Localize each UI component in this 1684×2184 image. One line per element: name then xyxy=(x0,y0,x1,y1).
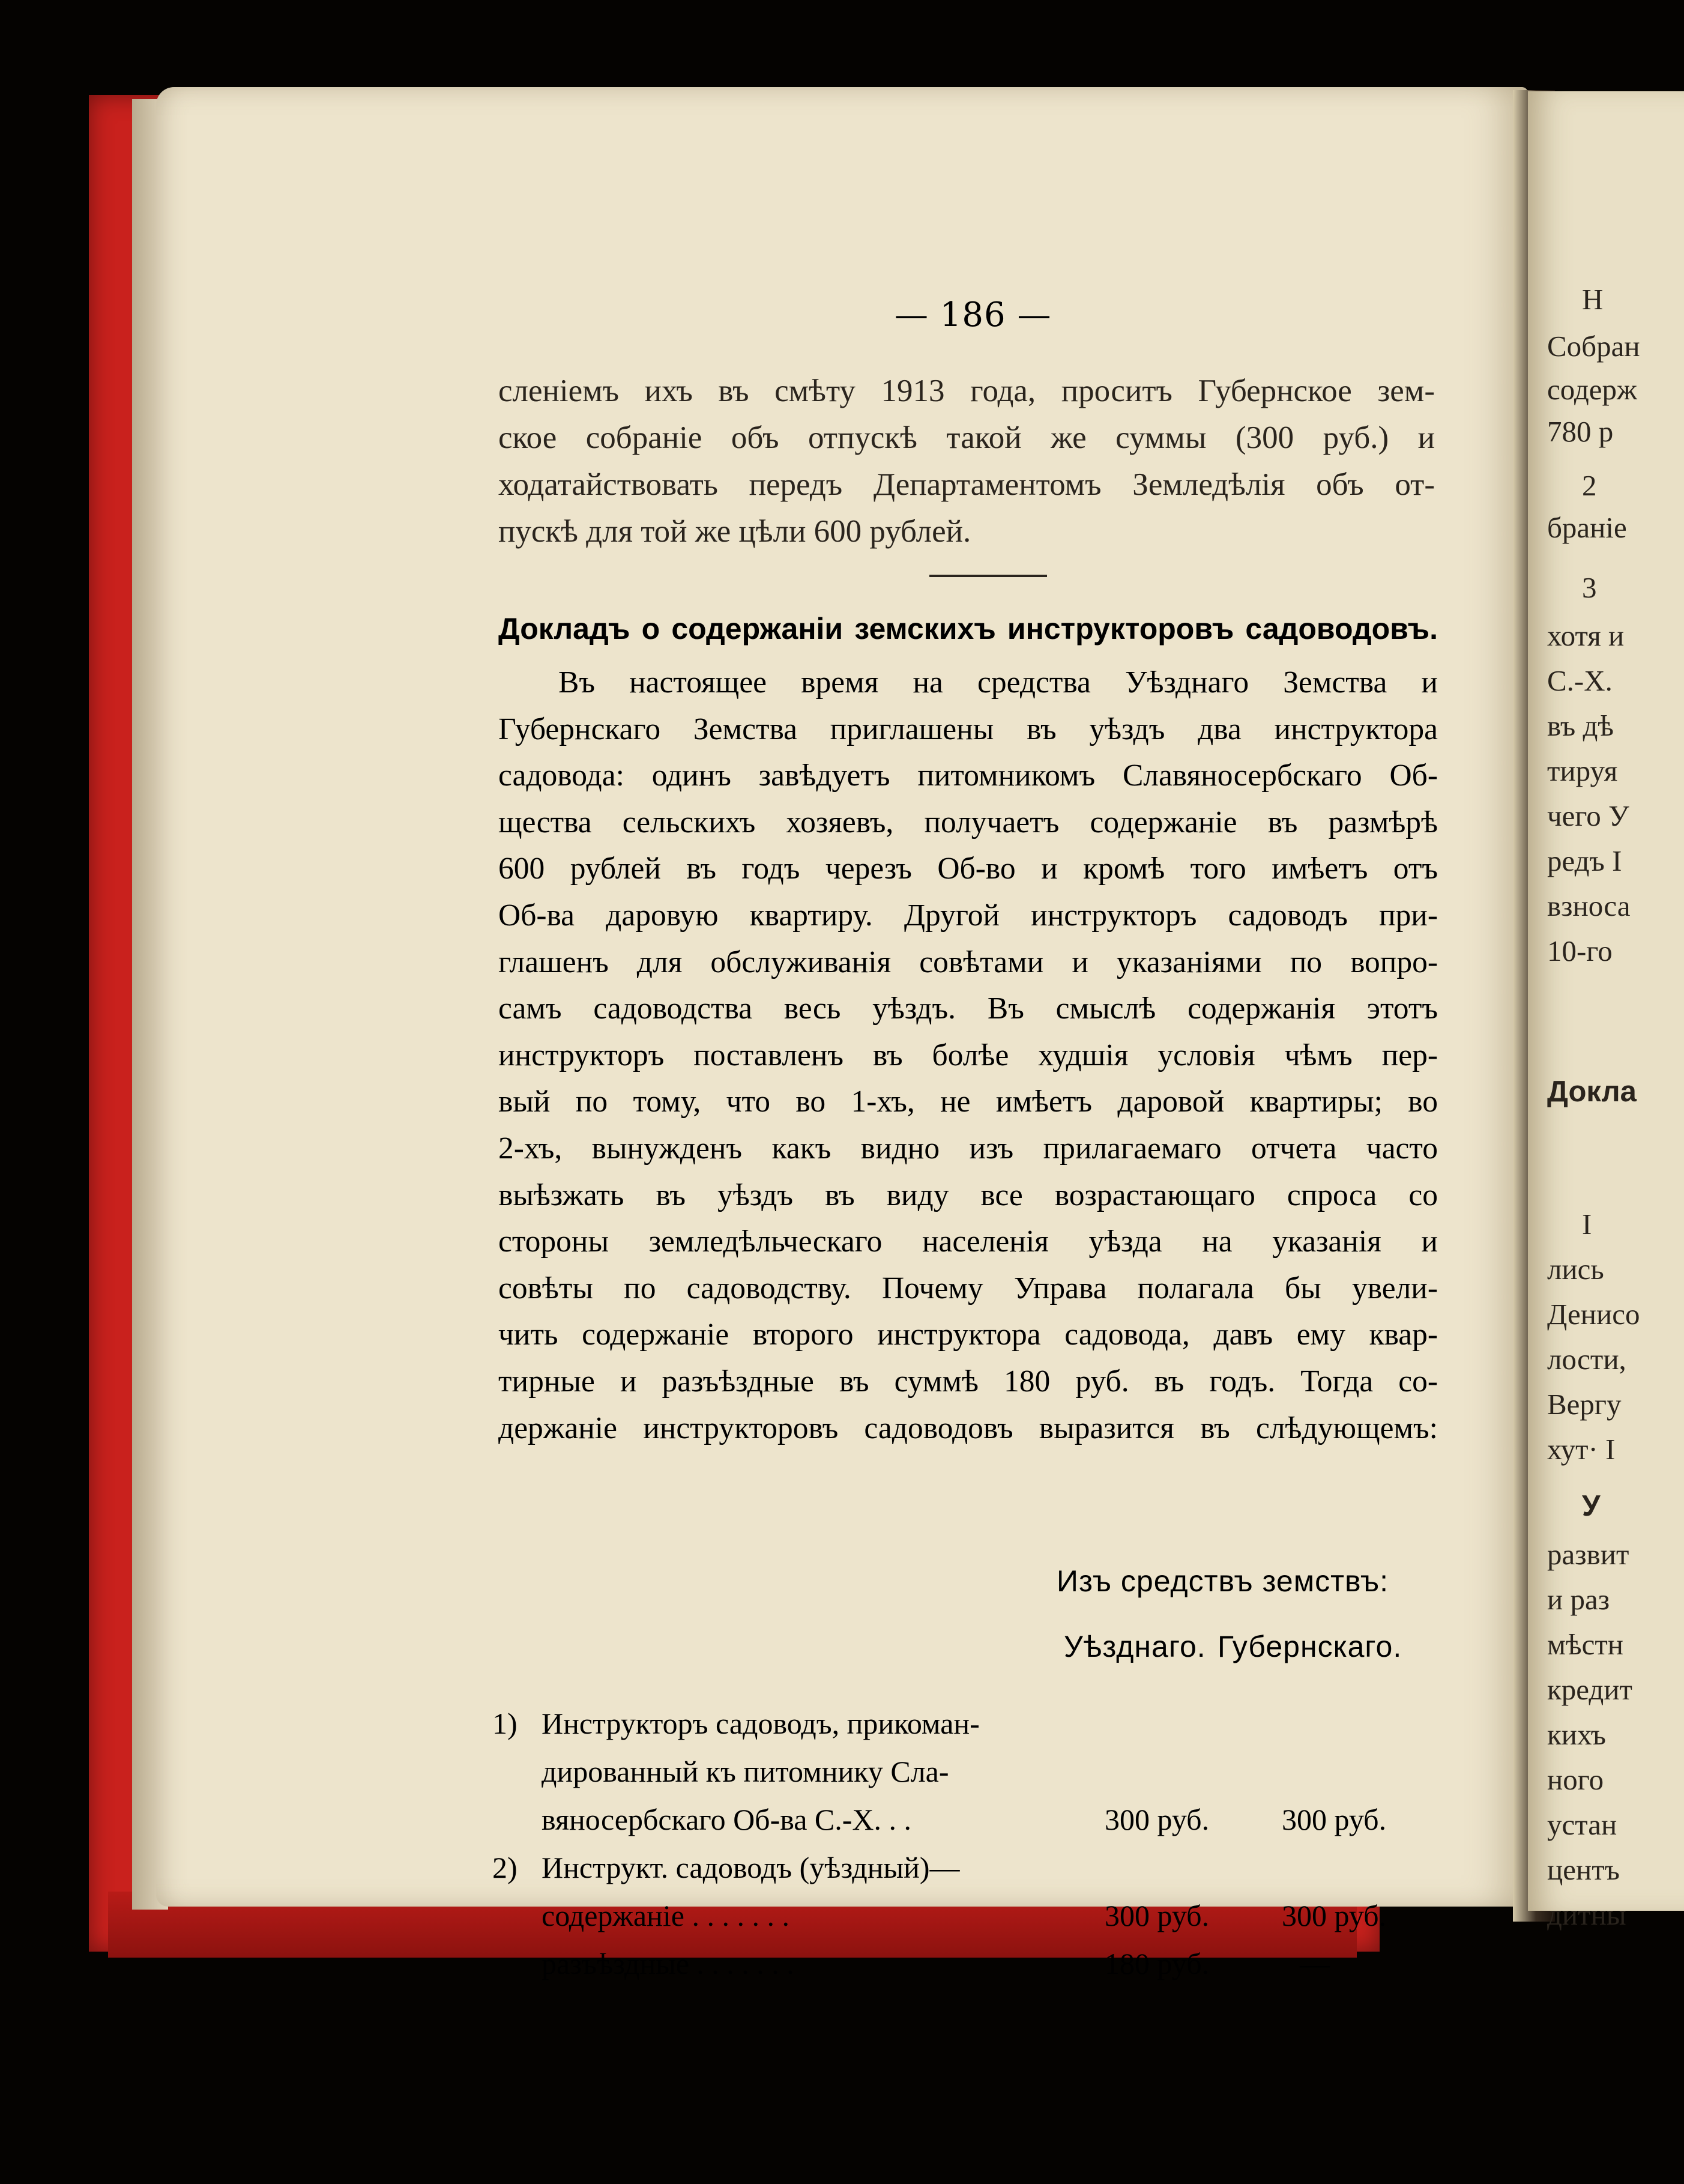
facing-page-line: браніе xyxy=(1547,511,1627,544)
facing-page-line: мѣстн xyxy=(1547,1628,1623,1661)
facing-page-line: 3 xyxy=(1582,571,1597,604)
text-line: стороны земледѣльческаго населенія уѣзда на указанія и xyxy=(498,1224,1438,1259)
row-description: разъѣздные . . . . . . . xyxy=(542,1947,794,1980)
text-line: глашенъ для обслуживанія совѣтами и указаніями по вопро- xyxy=(498,945,1438,979)
row-description: дированный къ питомнику Сла- xyxy=(542,1755,949,1788)
row-description: вяносербскаго Об-ва С.-Х. . . xyxy=(542,1803,912,1836)
text-line: совѣты по садоводству. Почему Управа полагала бы увели- xyxy=(498,1271,1438,1305)
row-uezd-value: 180 руб. xyxy=(1105,1947,1210,1980)
facing-page-line: Денисо xyxy=(1547,1298,1640,1331)
facing-page-line: С.-Х. xyxy=(1547,664,1613,697)
table-row xyxy=(492,1892,1429,1940)
table-row xyxy=(492,1940,1429,1988)
text-line: чить содержаніе второго инструктора садовода, давъ ему квар- xyxy=(498,1317,1438,1352)
facing-page-line: кихъ xyxy=(1547,1718,1606,1751)
text-line: самъ садоводства весь уѣздъ. Въ смыслѣ содержанія этотъ xyxy=(498,991,1438,1026)
row-description: Инструкт. садоводъ (уѣздный)— xyxy=(542,1851,960,1884)
section-divider xyxy=(929,575,1047,577)
facing-page-line: Докла xyxy=(1547,1075,1637,1108)
text-line: 600 рублей въ годъ черезъ Об-во и кромѣ того имѣетъ отъ xyxy=(498,852,1438,886)
facing-page-line: У xyxy=(1582,1490,1601,1522)
facing-page-line: лись xyxy=(1547,1253,1604,1286)
facing-page-line: 780 р xyxy=(1547,415,1614,448)
facing-page-line: центъ xyxy=(1547,1853,1620,1886)
page-number: — 186 — xyxy=(895,295,1052,334)
table-group-header: Изъ средствъ земствъ: xyxy=(1057,1564,1389,1598)
table-row xyxy=(492,1844,1429,1892)
facing-page-line: въ дѣ xyxy=(1547,709,1614,742)
row-gub-value: 300 руб. xyxy=(1282,1803,1387,1836)
text-line: ходатайствовать передъ Департаментомъ Земледѣлія объ от- xyxy=(498,467,1435,502)
text-line: 2-хъ, вынужденъ какъ видно изъ прилагаемаго отчета часто xyxy=(498,1131,1438,1166)
facing-page-line: редъ I xyxy=(1547,844,1622,877)
intro-paragraph xyxy=(498,368,1435,555)
text-line: держаніе инструкторовъ садоводовъ выразится въ слѣдующемъ: xyxy=(498,1411,1438,1445)
facing-page-line: Собран xyxy=(1547,330,1640,363)
row-number: 2) xyxy=(492,1851,518,1884)
text-line: садовода: одинъ завѣдуетъ питомникомъ Славяносербскаго Об- xyxy=(498,758,1438,793)
facing-page-line: ного xyxy=(1547,1763,1604,1796)
facing-page-line: I xyxy=(1582,1208,1592,1241)
table-col-header-gub: Губернскаго. xyxy=(1218,1630,1402,1663)
facing-page-line: развит xyxy=(1547,1538,1629,1571)
row-uezd-value: 300 руб. xyxy=(1105,1803,1210,1836)
text-line: ское собраніе объ отпускѣ такой же суммы (300 руб.) и xyxy=(498,420,1435,455)
text-line: пускѣ для той же цѣли 600 рублей. xyxy=(498,514,971,549)
text-line: Губернскаго Земства приглашены въ уѣздъ два инструктора xyxy=(498,712,1438,746)
right-page xyxy=(1528,91,1684,1931)
text-line: Въ настоящее время на средства Уѣзднаго Земства и xyxy=(558,665,1438,700)
facing-page-line: содерж xyxy=(1547,373,1637,406)
facing-page-line: взноса xyxy=(1547,889,1631,922)
text-line: инструкторъ поставленъ въ болѣе худшія условія чѣмъ пер- xyxy=(498,1038,1438,1072)
table-row xyxy=(492,1699,1429,1747)
facing-page-line: хут· I xyxy=(1547,1433,1616,1466)
row-gub-value: 300 руб. xyxy=(1282,1899,1387,1932)
facing-page-line: устан xyxy=(1547,1808,1617,1841)
facing-page-line: 10-го xyxy=(1547,934,1613,967)
facing-page-line: Н xyxy=(1582,283,1604,316)
facing-page-line: кредит xyxy=(1547,1673,1632,1706)
facing-page-line: лости, xyxy=(1547,1343,1626,1376)
text-line: Об-ва даровую квартиру. Другой инструкторъ садоводъ при- xyxy=(498,898,1438,933)
facing-page-line: чего У xyxy=(1547,799,1629,832)
facing-page-line: дитны xyxy=(1547,1898,1626,1931)
row-description: Инструкторъ садоводъ, прикоман- xyxy=(542,1707,980,1740)
text-line: сленіемъ ихъ въ смѣту 1913 года, проситъ Губернское зем- xyxy=(498,374,1435,408)
facing-page-line: Вергу xyxy=(1547,1388,1622,1421)
facing-page-line: хотя и xyxy=(1547,619,1625,652)
text-line: выѣзжать въ уѣздъ въ виду все возрастающаго спроса со xyxy=(498,1178,1438,1212)
table-col-header-uezd: Уѣзднаго. xyxy=(1064,1630,1206,1663)
section-heading: Докладъ о содержаніи земскихъ инструкторовъ садоводовъ. xyxy=(498,612,1438,646)
facing-page-line: тируя xyxy=(1547,754,1618,787)
text-line: вый по тому, что во 1-хъ, не имѣетъ даровой квартиры; во xyxy=(498,1084,1438,1119)
row-uezd-value: 300 руб. xyxy=(1105,1899,1210,1932)
facing-page-line: и раз xyxy=(1547,1583,1610,1616)
body-paragraph xyxy=(498,659,1438,1451)
table-row xyxy=(492,1795,1429,1844)
facing-page-line: 2 xyxy=(1582,469,1597,502)
row-gub-value: — xyxy=(1300,1947,1330,1980)
text-line: тирные и разъѣздные въ суммѣ 180 руб. въ годъ. Тогда со- xyxy=(498,1364,1438,1399)
row-description: содержаніе . . . . . . . xyxy=(542,1899,789,1932)
row-number: 1) xyxy=(492,1707,518,1740)
table-row xyxy=(492,1747,1429,1795)
text-line: щества сельскихъ хозяевъ, получаетъ содержаніе въ размѣрѣ xyxy=(498,805,1438,839)
expense-table xyxy=(492,1699,1429,1988)
